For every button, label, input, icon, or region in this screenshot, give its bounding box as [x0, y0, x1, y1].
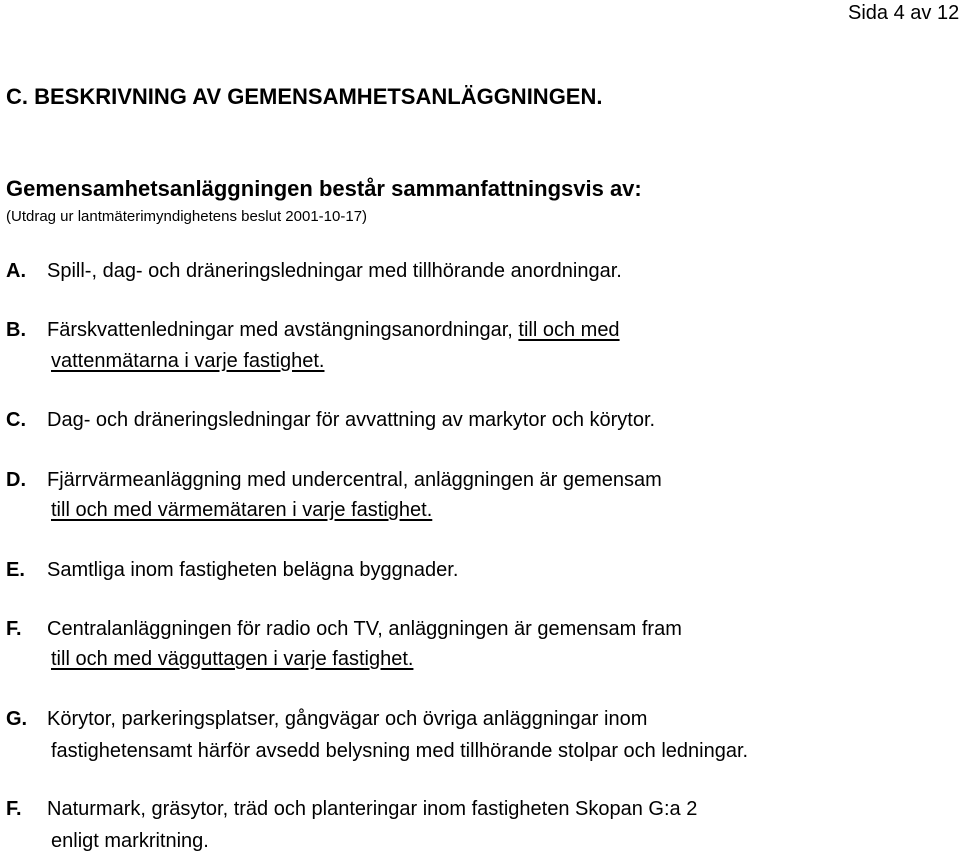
list-item-continuation: till och med värmemätaren i varje fastighet. — [51, 499, 433, 521]
list-item-text-underlined: till och med — [518, 319, 620, 341]
list-item-continuation: enligt markritning. — [51, 830, 209, 852]
list-item-letter: F. — [6, 618, 22, 640]
list-item-letter: E. — [6, 559, 25, 581]
list-item-text-plain: Färskvattenledningar med avstängningsanordningar, — [47, 319, 519, 341]
list-item-letter: D. — [6, 469, 26, 491]
list-item-letter: F. — [6, 798, 22, 820]
page-number: Sida 4 av 12 — [848, 2, 960, 24]
list-item-text: Spill-, dag- och dräneringsledningar med tillhörande anordningar. — [47, 260, 622, 282]
list-item-text: Fjärrvärmeanläggning med undercentral, anläggningen är gemensam — [47, 469, 662, 491]
list-item-text: Naturmark, gräsytor, träd och planteringar inom fastigheten Skopan G:a 2 — [47, 798, 698, 820]
list-item-continuation: vattenmätarna i varje fastighet. — [51, 350, 325, 372]
list-item-text: Dag- och dräneringsledningar för avvattning av markytor och körytor. — [47, 409, 656, 431]
list-item-continuation: fastighetensamt härför avsedd belysning med tillhörande stolpar och ledningar. — [51, 740, 749, 762]
list-item-text: Centralanläggningen för radio och TV, anläggningen är gemensam fram — [47, 618, 682, 640]
intro-note: (Utdrag ur lantmäterimyndighetens beslut 2001-10-17) — [6, 208, 368, 225]
list-item-letter: C. — [6, 409, 26, 431]
list-item-continuation: till och med vägguttagen i varje fastighet. — [51, 648, 414, 670]
list-item-letter: G. — [6, 708, 28, 730]
intro-heading: Gemensamhetsanläggningen består sammanfattningsvis av: — [6, 176, 642, 201]
list-item-letter: A. — [6, 260, 26, 282]
section-title: C. BESKRIVNING AV GEMENSAMHETSANLÄGGNINGEN. — [6, 84, 603, 109]
list-item-text: Samtliga inom fastigheten belägna byggnader. — [47, 559, 459, 581]
list-item-letter: B. — [6, 319, 26, 341]
list-item-text — [47, 315, 620, 345]
list-item-text: Körytor, parkeringsplatser, gångvägar och övriga anläggningar inom — [47, 708, 648, 730]
